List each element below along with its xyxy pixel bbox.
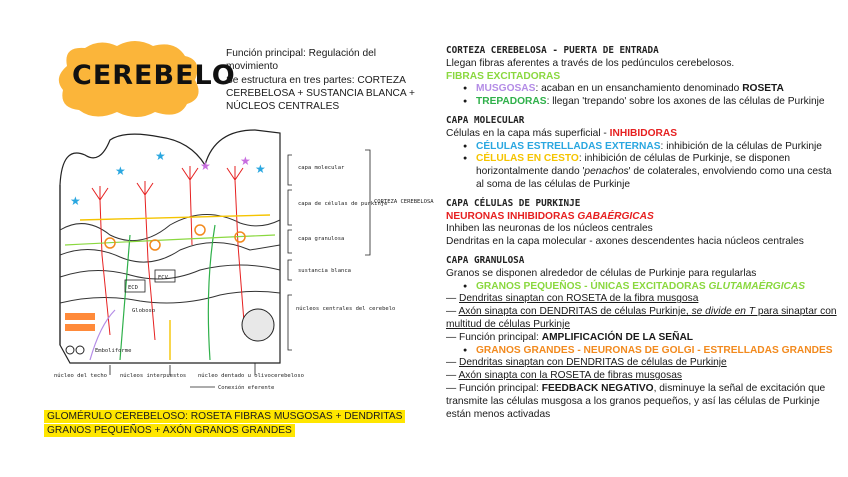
glomerulo-note xyxy=(44,410,418,438)
label-capa-granulosa: capa granulosa xyxy=(298,236,345,242)
gg-e2-text: Axón sinapta con la ROSETA de fibras musgosas xyxy=(458,370,682,382)
gp-d3-b: AMPLIFICACIÓN DE LA SEÑAL xyxy=(541,331,694,343)
trepadoras-name: TREPADORAS xyxy=(476,96,547,108)
dash: — xyxy=(446,382,460,394)
bullet-musgosas xyxy=(446,83,842,96)
neuronas-b: GABAÉRGICAS xyxy=(577,210,654,222)
bottom-label-dentado: núcleo dentado u olivocerebeloso xyxy=(198,373,304,379)
gp-b: - ÚNICAS EXCITADORAS xyxy=(581,280,709,292)
dash: — xyxy=(446,357,460,369)
bullet-trepadoras xyxy=(446,96,842,109)
gp-d3-a: Función principal: xyxy=(459,331,542,343)
estrelladas-name: CÉLULAS ESTRELLADAS EXTERNAS xyxy=(476,140,661,152)
gg-text: GRANOS GRANDES - NEURONAS DE GOLGI - ESTRELLADAS GRANDES xyxy=(476,344,833,356)
gp-d1-text: Dendritas sinaptan con ROSETA de la fibra musgosa xyxy=(459,293,699,305)
gp-d2-c: para sinaptar con multitud de células Purkinje xyxy=(446,306,837,330)
purkinje-line2: Dendritas en la capa molecular - axones descendentes hacia núcleos centrales xyxy=(446,236,804,248)
gp-d3 xyxy=(446,332,842,345)
ecd-label: ECD xyxy=(128,285,138,291)
svg-text:★: ★ xyxy=(240,154,251,168)
gp-d1 xyxy=(446,293,842,306)
gg-e3 xyxy=(446,383,842,421)
molecular-text xyxy=(446,128,842,141)
gp-d2-a: Axón sinapta con DENDRITAS de células Purkinje, xyxy=(458,306,692,318)
dash: — xyxy=(446,293,460,305)
heading-purkinje: CAPA CÉLULAS DE PURKINJE xyxy=(446,197,581,209)
emboliforme-label: Emboliforme xyxy=(95,348,132,354)
gg-e3-a: Función principal: xyxy=(459,382,542,394)
bullet-granos-grandes xyxy=(446,345,842,358)
granulosa-text: Granos se disponen alrededor de células de Purkinje para regularlas xyxy=(446,267,757,279)
svg-text:★: ★ xyxy=(200,159,211,173)
right-column xyxy=(446,45,842,421)
gg-e3-b: FEEDBACK NEGATIVO xyxy=(541,382,654,394)
gp-a: GRANOS PEQUEÑOS xyxy=(476,280,582,292)
eferente-label: Conexión eferente xyxy=(218,385,275,391)
cesto-name: CÉLULAS EN CESTO xyxy=(476,153,579,165)
svg-text:★: ★ xyxy=(115,164,126,178)
trepadoras-text: : llegan 'trepando' sobre los axones de las células de Purkinje xyxy=(546,96,825,108)
label-capa-molecular: capa molecular xyxy=(298,165,345,171)
intro-structure: Se estructura en tres partes: CORTEZA CEREBELOSA + SUSTANCIA BLANCA + NÚCLEOS CENTRALES xyxy=(226,74,415,113)
bullet-estrelladas xyxy=(446,141,842,154)
cesto-italic: penachos xyxy=(584,166,629,178)
corteza-text: Llegan fibras aferentes a través de los pedúnculos cerebelosos. xyxy=(446,57,735,69)
globoso-label: Globoso xyxy=(132,308,156,314)
cesto-text-a: : inhibición de células de Purkinje, se disponen horizontalmente dando ' xyxy=(476,153,791,178)
gg-e1 xyxy=(446,357,842,370)
neuronas-a: NEURONAS INHIBIDORAS xyxy=(446,210,578,222)
estrelladas-text: : inhibición de la células de Purkinje xyxy=(660,140,822,152)
gg-e1-text: Dendritas sinaptan con DENDRITAS de células de Purkinje xyxy=(459,357,727,369)
dash: — xyxy=(446,370,459,382)
dash: — xyxy=(446,331,460,343)
label-corteza: CORTEZA CEREBELOSA xyxy=(374,199,434,205)
ecv-label: ECV xyxy=(158,275,168,281)
intro-function: Función principal: Regulación del movimiento xyxy=(226,48,377,73)
purkinje-neuronas xyxy=(446,211,842,224)
gp-d2-b: se divide en T xyxy=(691,306,756,318)
cesto-text-b: ' de colaterales, envolviendo como una cesta al soma de las células de Purkinje xyxy=(476,166,832,190)
purkinje-line1: Inhiben las neuronas de los núcleos centrales xyxy=(446,223,653,235)
heading-granulosa: CAPA GRANULOSA xyxy=(446,254,525,266)
gg-e3-c: , disminuye la señal de excitación que transmite las células musgosa a los granos pequeños, y así las células de Purkinje están menos activadas xyxy=(446,382,826,420)
gp-d2 xyxy=(446,306,842,332)
bullet-cesto xyxy=(446,153,842,191)
glomerulo-text: GLOMÉRULO CEREBELOSO: ROSETA FIBRAS MUSGOSAS + DENDRITAS GRANOS PEQUEÑOS + AXÓN GRANOS GRANDES xyxy=(44,410,405,437)
label-capa-purkinje: capa de células de purkinje xyxy=(298,201,388,207)
page-title: CEREBELO xyxy=(72,60,236,91)
intro-block xyxy=(226,47,426,113)
gg-e2 xyxy=(446,370,842,383)
label-sustancia-blanca: sustancia blanca xyxy=(298,268,351,274)
bullet-granos-pequenos xyxy=(446,281,842,294)
bottom-label-techo: núcleo del techo xyxy=(54,373,107,379)
fibras-excitadoras: FIBRAS EXCITADORAS xyxy=(446,70,561,82)
musgosas-name: MUSGOSAS xyxy=(476,83,536,95)
label-nucleos-centrales: núcleos centrales del cerebelo xyxy=(296,306,396,312)
gp-c: GLUTAMAÉRGICAS xyxy=(708,280,806,292)
heading-molecular: CAPA MOLECULAR xyxy=(446,114,525,126)
svg-text:★: ★ xyxy=(155,149,166,163)
musgosas-roseta: ROSETA xyxy=(742,83,784,95)
musgosas-text: : acaban en un ensanchamiento denominado xyxy=(535,83,743,95)
dash: — xyxy=(446,306,459,318)
bottom-label-interpuestos: núcleos interpuestos xyxy=(120,373,187,379)
molecular-text-a: Células en la capa más superficial - xyxy=(446,127,610,139)
inhibidoras: INHIBIDORAS xyxy=(609,127,678,139)
cerebellum-diagram xyxy=(40,125,434,400)
svg-text:★: ★ xyxy=(70,194,81,208)
svg-text:★: ★ xyxy=(255,162,266,176)
heading-corteza: CORTEZA CEREBELOSA - PUERTA DE ENTRADA xyxy=(446,45,659,56)
